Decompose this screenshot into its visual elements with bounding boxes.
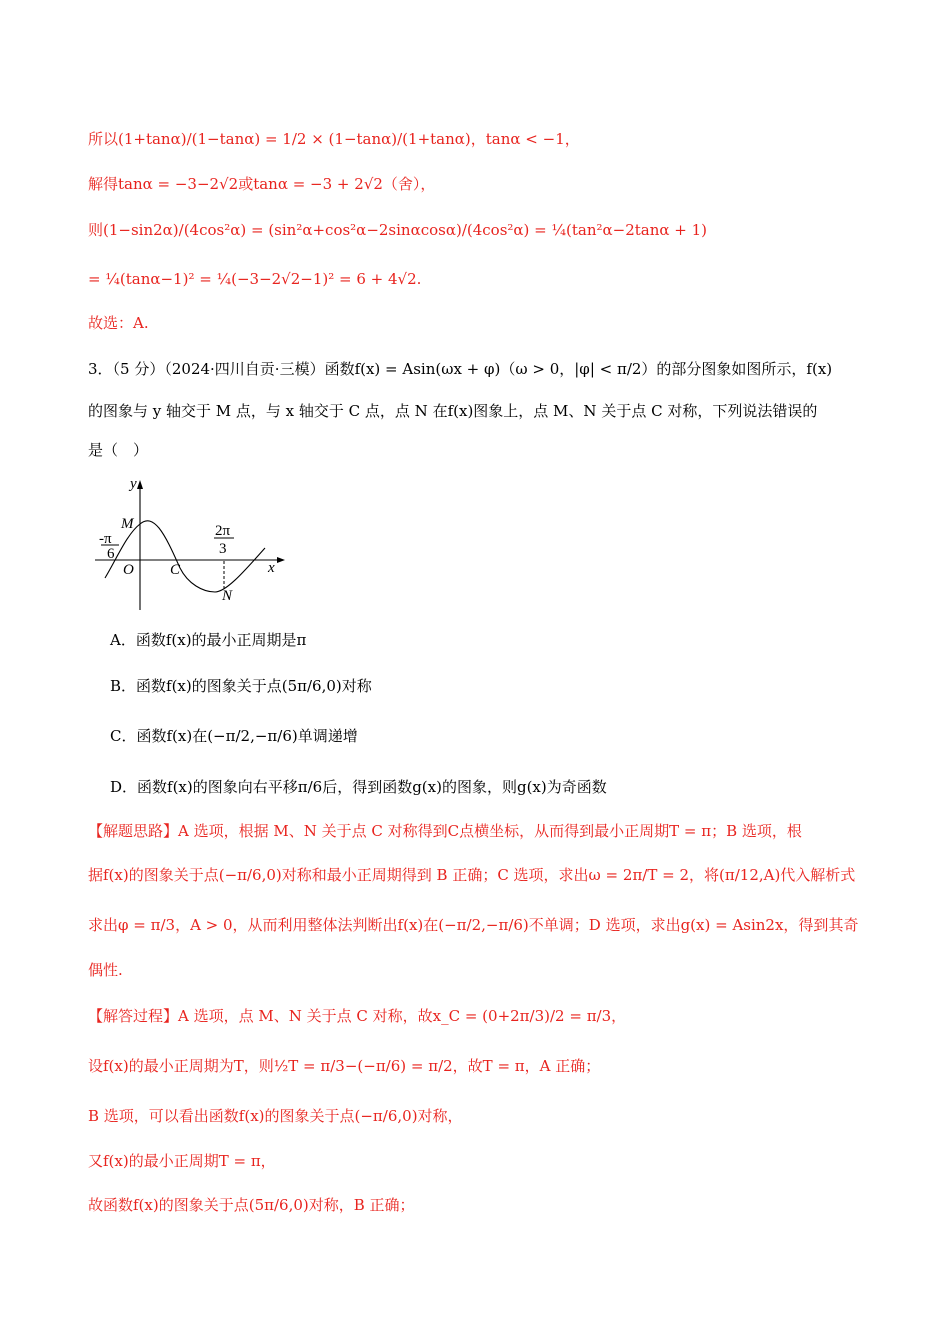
x-axis-arrow-icon [277,557,285,563]
thinking-line-3: 求出φ = π/3，A > 0，从而利用整体法判断出f(x)在(−π/2,−π/6)不单调；D 选项，求出g(x) = Asin2x，得到其奇 [88,916,859,934]
point-m-label: M [121,516,134,532]
process-line-5: 故函数f(x)的图象关于点(5π/6,0)对称，B 正确； [88,1196,415,1214]
solution-line-1: 所以(1+tanα)/(1−tanα) = 1/2 × (1−tanα)/(1+tanα)，tanα < −1， [88,130,580,148]
process-line-4: 又f(x)的最小正周期T = π， [88,1152,276,1170]
function-graph [95,472,295,614]
process-line-1: 【解答过程】A 选项，点 M、N 关于点 C 对称，故x_C = (0+2π/3)/2 = π/3， [88,1007,627,1025]
solution-line-2: 解得tanα = −3−2√2或tanα = −3 + 2√2（舍）， [88,175,436,193]
process-line-3: B 选项，可以看出函数f(x)的图象关于点(−π/6,0)对称， [88,1107,463,1125]
solution-line-4: = ¼(tanα−1)² = ¼(−3−2√2−1)² = 6 + 4√2. [88,270,422,288]
option-d: D．函数f(x)的图象向右平移π/6后，得到函数g(x)的图象，则g(x)为奇函数 [110,778,607,796]
six-label: 6 [107,546,115,562]
question-line-1: 3．（5 分）（2024·四川自贡·三模）函数f(x) = Asin(ωx + φ)（ω > 0，|φ| < π/2）的部分图象如图所示，f(x) [88,360,833,378]
neg-pi-label: -π [99,531,112,547]
solution-answer: 故选：A. [88,314,149,332]
three-label: 3 [219,541,227,557]
x-axis-label: x [268,560,275,576]
point-c-label: C [170,562,181,578]
option-c: C．函数f(x)在(−π/2,−π/6)单调递增 [110,727,358,745]
point-n-label: N [222,588,233,604]
solution-line-3: 则(1−sin2α)/(4cos²α) = (sin²α+cos²α−2sinαcosα)/(4cos²α) = ¼(tan²α−2tanα + 1) [88,221,708,239]
origin-label: O [123,562,134,578]
option-b: B．函数f(x)的图象关于点(5π/6,0)对称 [110,677,372,695]
process-line-2: 设f(x)的最小正周期为T，则½T = π/3−(−π/6) = π/2，故T = π，A 正确； [88,1057,601,1075]
thinking-line-2: 据f(x)的图象关于点(−π/6,0)对称和最小正周期得到 B 正确；C 选项，求出ω = 2π/T = 2，将(π/12,A)代入解析式 [88,866,856,884]
question-line-2: 的图象与 y 轴交于 M 点，与 x 轴交于 C 点，点 N 在f(x)图象上，点 M、N 关于点 C 对称，下列说法错误的 [88,402,818,420]
question-line-3: 是（ ） [88,441,149,459]
y-axis-arrow-icon [137,480,143,489]
option-a: A．函数f(x)的最小正周期是π [110,631,307,649]
two-pi-label: 2π [215,523,231,539]
thinking-line-4: 偶性. [88,961,123,979]
y-axis-label: y [130,476,137,492]
thinking-line-1: 【解题思路】A 选项，根据 M、N 关于点 C 对称得到C点横坐标，从而得到最小正周期T = π；B 选项，根 [88,822,802,840]
